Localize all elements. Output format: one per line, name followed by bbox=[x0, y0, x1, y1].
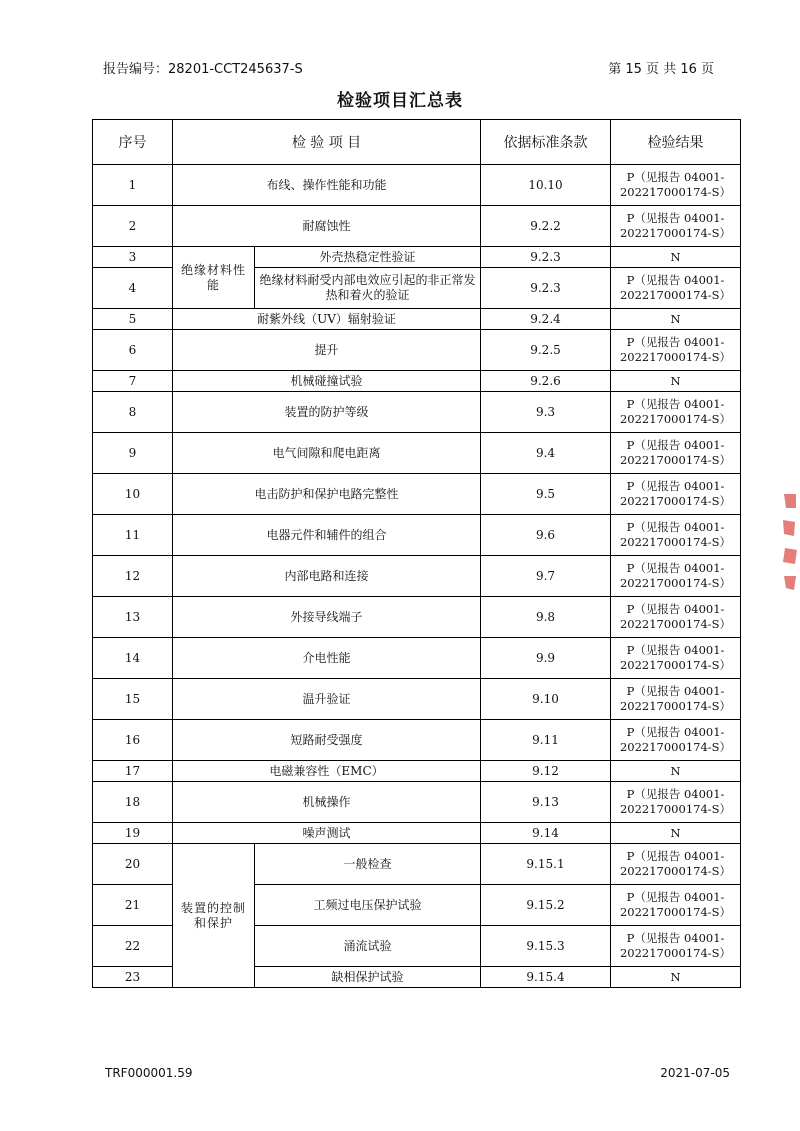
row-clause: 9.4 bbox=[481, 433, 611, 474]
row-item: 内部电路和连接 bbox=[173, 556, 481, 597]
row-no: 23 bbox=[93, 967, 173, 988]
row-item: 提升 bbox=[173, 330, 481, 371]
row-item: 电器元件和辅件的组合 bbox=[173, 515, 481, 556]
row-result: P（见报告 04001-202217000174-S） bbox=[611, 597, 741, 638]
table-row bbox=[93, 679, 741, 720]
row-clause: 9.2.3 bbox=[481, 247, 611, 268]
row-item: 耐腐蚀性 bbox=[173, 206, 481, 247]
row-clause: 9.14 bbox=[481, 823, 611, 844]
row-result: P（见报告 04001-202217000174-S） bbox=[611, 268, 741, 309]
row-clause: 9.13 bbox=[481, 782, 611, 823]
row-result: N bbox=[611, 247, 741, 268]
row-clause: 9.9 bbox=[481, 638, 611, 679]
row-no: 7 bbox=[93, 371, 173, 392]
row-clause: 9.2.5 bbox=[481, 330, 611, 371]
row-no: 18 bbox=[93, 782, 173, 823]
row-clause: 9.15.1 bbox=[481, 844, 611, 885]
row-item: 缺相保护试验 bbox=[255, 967, 481, 988]
row-no: 9 bbox=[93, 433, 173, 474]
row-result: N bbox=[611, 823, 741, 844]
inspection-summary-table bbox=[92, 119, 741, 988]
table-row bbox=[93, 309, 741, 330]
row-no: 17 bbox=[93, 761, 173, 782]
table-row bbox=[93, 247, 741, 268]
row-result: P（见报告 04001-202217000174-S） bbox=[611, 720, 741, 761]
row-item: 电击防护和保护电路完整性 bbox=[173, 474, 481, 515]
row-item: 工频过电压保护试验 bbox=[255, 885, 481, 926]
row-clause: 9.2.2 bbox=[481, 206, 611, 247]
red-seal-stamp-edge bbox=[780, 492, 800, 592]
table-header-row bbox=[93, 120, 741, 165]
row-result: P（见报告 04001-202217000174-S） bbox=[611, 885, 741, 926]
row-no: 19 bbox=[93, 823, 173, 844]
page-indicator: 第 15 页 共 16 页 bbox=[608, 62, 714, 77]
row-result: P（见报告 04001-202217000174-S） bbox=[611, 782, 741, 823]
row-no: 1 bbox=[93, 165, 173, 206]
row-no: 13 bbox=[93, 597, 173, 638]
column-header-no: 序号 bbox=[93, 120, 173, 165]
row-result: P（见报告 04001-202217000174-S） bbox=[611, 515, 741, 556]
row-result: N bbox=[611, 967, 741, 988]
row-clause: 9.15.3 bbox=[481, 926, 611, 967]
table-row bbox=[93, 844, 741, 885]
row-clause: 9.10 bbox=[481, 679, 611, 720]
row-no: 12 bbox=[93, 556, 173, 597]
table-row bbox=[93, 638, 741, 679]
row-result: P（见报告 04001-202217000174-S） bbox=[611, 638, 741, 679]
table-row bbox=[93, 165, 741, 206]
row-no: 11 bbox=[93, 515, 173, 556]
column-header-result: 检验结果 bbox=[611, 120, 741, 165]
row-clause: 9.12 bbox=[481, 761, 611, 782]
form-number: TRF000001.59 bbox=[105, 1066, 193, 1080]
row-no: 6 bbox=[93, 330, 173, 371]
group-control-protection: 装置的控制和保护 bbox=[173, 844, 255, 988]
row-clause: 9.2.4 bbox=[481, 309, 611, 330]
row-result: P（见报告 04001-202217000174-S） bbox=[611, 474, 741, 515]
row-result: P（见报告 04001-202217000174-S） bbox=[611, 330, 741, 371]
row-item: 噪声测试 bbox=[173, 823, 481, 844]
table-row bbox=[93, 433, 741, 474]
table-row bbox=[93, 474, 741, 515]
row-no: 3 bbox=[93, 247, 173, 268]
table-row bbox=[93, 720, 741, 761]
row-item: 布线、操作性能和功能 bbox=[173, 165, 481, 206]
row-no: 15 bbox=[93, 679, 173, 720]
row-no: 10 bbox=[93, 474, 173, 515]
row-no: 20 bbox=[93, 844, 173, 885]
row-item: 介电性能 bbox=[173, 638, 481, 679]
row-result: N bbox=[611, 761, 741, 782]
row-item: 机械操作 bbox=[173, 782, 481, 823]
row-clause: 9.8 bbox=[481, 597, 611, 638]
table-row bbox=[93, 392, 741, 433]
row-no: 14 bbox=[93, 638, 173, 679]
row-result: P（见报告 04001-202217000174-S） bbox=[611, 679, 741, 720]
row-result: N bbox=[611, 371, 741, 392]
row-item: 外壳热稳定性验证 bbox=[255, 247, 481, 268]
row-item: 装置的防护等级 bbox=[173, 392, 481, 433]
row-item: 温升验证 bbox=[173, 679, 481, 720]
table-row bbox=[93, 823, 741, 844]
column-header-clause: 依据标准条款 bbox=[481, 120, 611, 165]
row-result: P（见报告 04001-202217000174-S） bbox=[611, 926, 741, 967]
row-clause: 9.2.3 bbox=[481, 268, 611, 309]
row-result: N bbox=[611, 309, 741, 330]
row-item: 涌流试验 bbox=[255, 926, 481, 967]
row-item: 电气间隙和爬电距离 bbox=[173, 433, 481, 474]
column-header-item: 检 验 项 目 bbox=[173, 120, 481, 165]
row-result: P（见报告 04001-202217000174-S） bbox=[611, 165, 741, 206]
row-clause: 9.7 bbox=[481, 556, 611, 597]
group-insulation-performance: 绝缘材料性能 bbox=[173, 247, 255, 309]
row-no: 4 bbox=[93, 268, 173, 309]
row-no: 2 bbox=[93, 206, 173, 247]
table-row bbox=[93, 782, 741, 823]
row-result: P（见报告 04001-202217000174-S） bbox=[611, 844, 741, 885]
row-clause: 9.5 bbox=[481, 474, 611, 515]
row-result: P（见报告 04001-202217000174-S） bbox=[611, 556, 741, 597]
row-no: 16 bbox=[93, 720, 173, 761]
table-row bbox=[93, 597, 741, 638]
report-number: 报告编号：28201-CCT245637-S bbox=[103, 62, 303, 77]
table-row bbox=[93, 330, 741, 371]
row-clause: 9.2.6 bbox=[481, 371, 611, 392]
table-row bbox=[93, 515, 741, 556]
table-row bbox=[93, 206, 741, 247]
row-clause: 9.15.4 bbox=[481, 967, 611, 988]
row-item: 电磁兼容性（EMC） bbox=[173, 761, 481, 782]
row-clause: 10.10 bbox=[481, 165, 611, 206]
footer-date: 2021-07-05 bbox=[660, 1066, 730, 1080]
page-title: 检验项目汇总表 bbox=[337, 91, 463, 111]
row-result: P（见报告 04001-202217000174-S） bbox=[611, 392, 741, 433]
row-clause: 9.6 bbox=[481, 515, 611, 556]
row-no: 5 bbox=[93, 309, 173, 330]
row-clause: 9.3 bbox=[481, 392, 611, 433]
row-result: P（见报告 04001-202217000174-S） bbox=[611, 433, 741, 474]
row-result: P（见报告 04001-202217000174-S） bbox=[611, 206, 741, 247]
row-clause: 9.11 bbox=[481, 720, 611, 761]
table-row bbox=[93, 556, 741, 597]
row-item: 外接导线端子 bbox=[173, 597, 481, 638]
row-item: 绝缘材料耐受内部电效应引起的非正常发热和着火的验证 bbox=[255, 268, 481, 309]
table-row bbox=[93, 371, 741, 392]
row-item: 耐紫外线（UV）辐射验证 bbox=[173, 309, 481, 330]
row-no: 21 bbox=[93, 885, 173, 926]
row-item: 机械碰撞试验 bbox=[173, 371, 481, 392]
row-no: 8 bbox=[93, 392, 173, 433]
row-item: 短路耐受强度 bbox=[173, 720, 481, 761]
row-clause: 9.15.2 bbox=[481, 885, 611, 926]
row-item: 一般检查 bbox=[255, 844, 481, 885]
row-no: 22 bbox=[93, 926, 173, 967]
table-row bbox=[93, 761, 741, 782]
